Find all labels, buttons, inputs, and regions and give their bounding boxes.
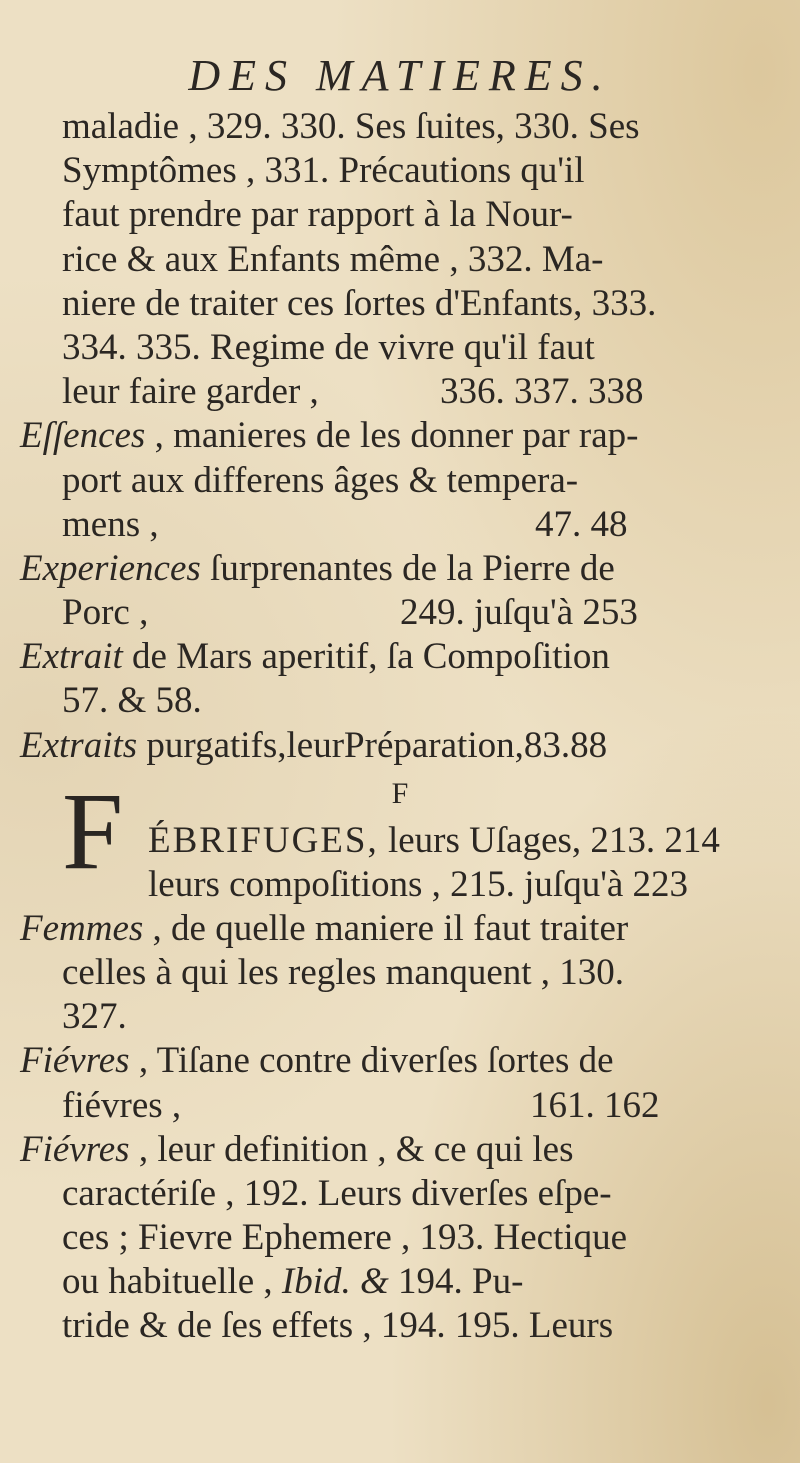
index-line: leur faire garder ,	[62, 371, 319, 412]
entry-term: Femmes	[20, 908, 144, 949]
page-reference: 47. 48	[535, 504, 628, 545]
index-line: caractériſe , 192. Leurs diverſes eſpe-	[62, 1173, 612, 1214]
index-line	[62, 1261, 523, 1303]
index-entry	[20, 1040, 614, 1082]
index-line: fiévres ,	[62, 1085, 182, 1126]
entry-text: , manieres de les donner par rap-	[145, 415, 639, 456]
section-letter: F	[391, 777, 409, 810]
entry-text: leurs Uſages, 213. 214	[378, 820, 720, 861]
page-reference: 161. 162	[530, 1085, 660, 1126]
index-line: ces ; Fievre Ephemere , 193. Hectique	[62, 1217, 628, 1258]
entry-term: Fiévres	[20, 1040, 130, 1081]
index-line: Porc ,	[62, 592, 149, 633]
index-line: celles à qui les regles manquent , 130.	[62, 952, 625, 993]
entry-text: , de quelle maniere il faut traiter	[143, 908, 629, 949]
entry-text: de Mars aperitif, ſa Compoſition	[122, 636, 610, 677]
index-line: maladie , 329. 330. Ses ſuites, 330. Ses	[62, 106, 640, 147]
entry-term: Extraits	[20, 725, 138, 766]
drop-cap: F	[62, 770, 124, 892]
entry-text: 194. Pu-	[388, 1261, 524, 1302]
entry-text: ſurprenantes de la Pierre de	[200, 548, 615, 589]
index-line: tride & de ſes effets , 194. 195. Leurs	[62, 1305, 614, 1346]
entry-term: Experiences	[20, 548, 201, 589]
index-entry	[148, 820, 720, 862]
entry-text: , leur definition , & ce qui les	[129, 1129, 574, 1170]
index-line: niere de traiter ces ſortes d'Enfants, 333.	[62, 283, 657, 324]
index-entry	[20, 415, 638, 457]
index-line: mens ,	[62, 504, 159, 545]
entry-text: ou habituelle ,	[62, 1261, 273, 1302]
entry-text: , Tiſane contre diverſes ſortes de	[129, 1040, 614, 1081]
index-entry	[20, 1129, 573, 1171]
index-line: 334. 335. Regime de vivre qu'il faut	[62, 327, 595, 368]
ibid-reference: Ibid. &	[281, 1261, 389, 1302]
entry-text: purgatifs,leurPréparation,83.88	[137, 725, 608, 766]
index-line: Symptômes , 331. Précautions qu'il	[62, 150, 585, 191]
index-line: 57. & 58.	[62, 680, 202, 721]
index-entry	[20, 548, 615, 590]
entry-term: Fiévres	[20, 1129, 130, 1170]
index-entry	[20, 908, 628, 950]
index-line: rice & aux Enfants même , 332. Ma-	[62, 239, 604, 280]
entry-term: Extrait	[20, 636, 123, 677]
index-entry	[20, 636, 610, 678]
entry-term: Eſſences	[20, 415, 146, 456]
running-header: DES MATIERES.	[188, 51, 612, 100]
entry-term: ÉBRIFUGES,	[148, 820, 379, 861]
index-line: 327.	[62, 996, 127, 1037]
index-entry	[20, 725, 607, 767]
index-line: faut prendre par rapport à la Nour-	[62, 194, 573, 235]
index-line: leurs compoſitions , 215. juſqu'à 223	[148, 864, 689, 905]
index-line: port aux differens âges & tempera-	[62, 460, 579, 501]
page-reference: 249. juſqu'à 253	[400, 592, 638, 633]
page-reference: 336. 337. 338	[440, 371, 644, 412]
